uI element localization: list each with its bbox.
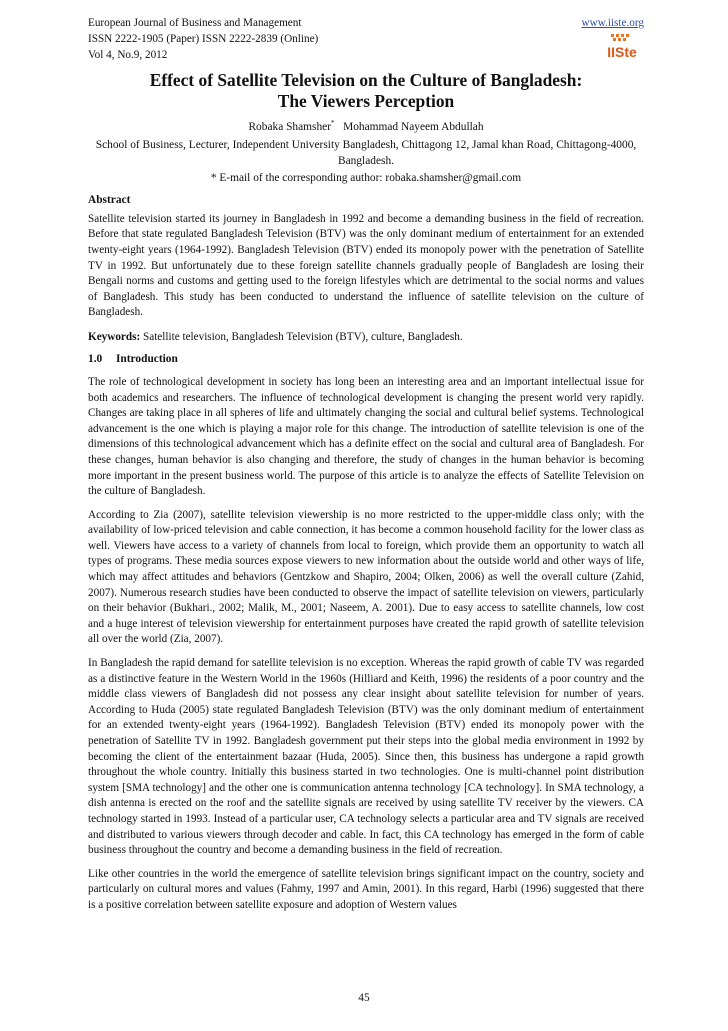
section-title: Introduction <box>116 352 178 365</box>
iiste-logo <box>602 33 642 61</box>
corresponding-email: * E-mail of the corresponding author: robaka.shamsher@gmail.com <box>210 171 522 184</box>
title-line-2: The Viewers Perception <box>277 91 455 111</box>
section-heading <box>88 351 644 367</box>
journal-name: European Journal of Business and Management <box>88 17 302 29</box>
author-1: Robaka Shamsher <box>248 120 332 133</box>
journal-url-link[interactable]: www.iiste.org <box>581 17 644 29</box>
keywords-label: Keywords: <box>88 330 141 343</box>
corresponding-mark: * <box>331 119 335 127</box>
abstract-text: Satellite television started its journey in Bangladesh in 1992 and become a demanding business in the field of recreation. Before that state regulated Bangladesh Television (BTV) was the only dominant medium of entertainment for an extended twenty-eight years (1964-1992). Bangladesh Television (BTV) ended its monopoly power with the penetration of Satellite TV in 1992. But unfortunately due to these foreign satellite channels gradually people of Bangladesh are losing their Bengali norms and customs and getting used to the foreign lifestyles which are detrimental to the social norms and values of Bangladesh. This study has been conducted to understand the influence of satellite television on the culture of Bangladesh. <box>88 212 644 319</box>
section-number: 1.0 <box>88 352 103 365</box>
paper-title <box>88 70 644 112</box>
logo-lettering: IISte <box>607 44 637 60</box>
journal-header <box>88 15 644 63</box>
journal-volume: Vol 4, No.9, 2012 <box>88 49 168 61</box>
intro-paragraph-2: According to Zia (2007), satellite television viewership is no more restricted to the upper-middle class only; with the availability of low-priced television and cable connection, it has become a common household facility for the lower class as well. Viewers have access to a variety of channels from local to foreign, which provide them an opportunity to watch all types of programs. These media sources expose viewers to new information about the outside world and other ways of life, which may affect attitudes and behaviors (Gentzkow and Shapiro, 2004; Olken, 2006) as well the overall culture (Zahid, 2007). Numerous research studies have been conducted to observe the impact of satellite television on viewers, particularly on their behavior (Bukhari., 2002; Malik, M., 2001; Naseem, A. 2001). Due to easy access to satellite channels, low cost and a huge interest of television viewership for entertainment purposes have created the rapid growth of satellite television all over the world (Zia, 2007). <box>88 508 644 646</box>
intro-paragraph-4: Like other countries in the world the emergence of satellite television brings significant impact on the country, society and particularly on cultural mores and values (Fahmy, 1997 and Amin, 2001). In this regard, Harbi (1996) suggested that there is a positive correlation between satellite exposure and adoption of Western values <box>88 867 644 911</box>
author-line <box>88 115 644 135</box>
journal-issn: ISSN 2222-1905 (Paper) ISSN 2222-2839 (Online) <box>88 33 319 45</box>
abstract-heading: Abstract <box>88 193 131 206</box>
page-number: 45 <box>358 992 370 1004</box>
intro-paragraph-3: In Bangladesh the rapid demand for satellite television is no exception. Whereas the rapid growth of cable TV was regarded as a distinctive feature in the Western World in the 1960s (Hilliard and Keith, 1996) the residents of a poor country and the middle class viewers of Bangladesh did not possess any clear insight about satellite television for number of years. According to Huda (2005) state regulated Bangladesh Television (BTV) was the only dominant medium of entertainment for an extended twenty-eight years (1964-1992). Bangladesh Television (BTV) ended its monopoly power with the penetration of Satellite TV in 1992. Bangladesh government put their steps into the global media environment in 1992 by becoming the client of the entertainment bazaar (Huda, 2005). Since then, this business has undergone a rapid growth throughout the whole country. Initially this business started in two technologies. One is multi-channel point distribution system [SMA technology] and the other one is communication antenna technology [CA technology]. In SMA technology, a dish antenna is erected on the roof and the satellite signals are received by using satellite TV receiver by the viewers. CA technology started in 1993. Instead of a particular user, CA technology selects a particular area and TV signals are received and distributed to various viewers through decoder and cable. In fact, this CA technology has emerged in the form of cable business throughout the country and become a demanding business in the field of recreation. <box>88 657 644 857</box>
keywords-text: Satellite television, Bangladesh Television (BTV), culture, Bangladesh. <box>143 330 463 343</box>
title-line-1: Effect of Satellite Television on the Culture of Bangladesh: <box>149 70 583 90</box>
affiliation: School of Business, Lecturer, Independent University Bangladesh, Chittagong 12, Jamal khan Road, Chittagong-4000, Bangladesh. <box>95 138 637 167</box>
author-2: Mohammad Nayeem Abdullah <box>343 120 484 133</box>
intro-paragraph-1: The role of technological development in society has long been an interesting area and an important intellectual issue for both academics and researchers. The influence of technological development is changing the present world very rapidly. Changes are taking place in all spheres of life and ultimately changing the social and cultural belief systems. Technological advancement is the one which is playing a major role for this change. The introduction of satellite television is one of the dimensions of this technological advancement which has a definite effect on the social and cultural area of Bangladesh. For these changes, human behavior is also changing and therefore, the study of changes in the human behavior is becoming more important in the present business world. The purpose of this article is to analyze the effects of Satellite Television on the culture of Bangladesh. <box>88 375 644 498</box>
article-body <box>88 70 644 922</box>
keywords <box>88 329 644 345</box>
